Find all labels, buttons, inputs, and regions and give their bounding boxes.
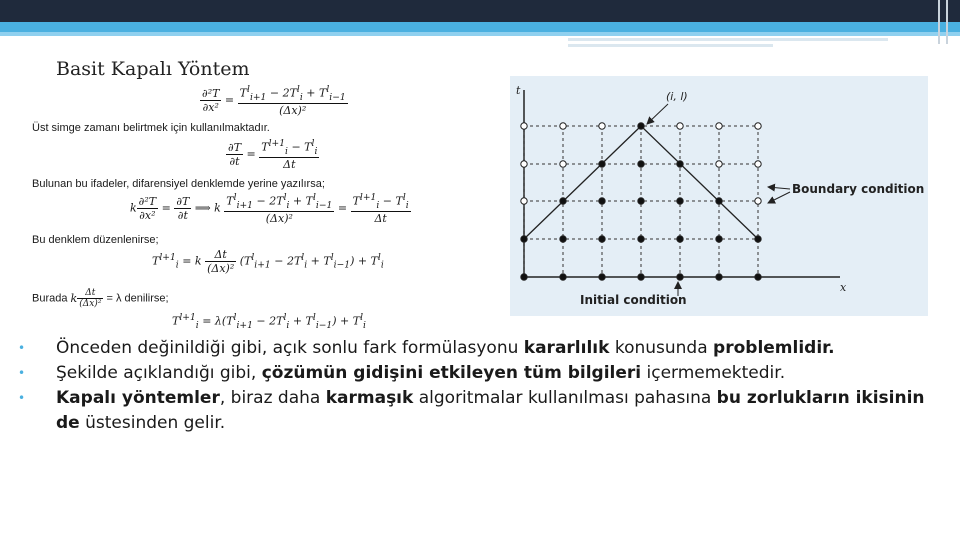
grid-node-filled <box>638 274 644 280</box>
bullet-1-bold-a: kararlılık <box>523 338 610 358</box>
grid-node-open <box>677 123 683 129</box>
node-label: (i, l) <box>666 90 688 103</box>
grid-node-open <box>755 123 761 129</box>
grid-node-filled <box>755 236 761 242</box>
grid-node-open <box>716 161 722 167</box>
bullet-3-bold-a: Kapalı yöntemler <box>56 388 220 408</box>
bullet-3-text-a: , biraz daha <box>219 388 326 408</box>
bullet-2-text-a: Şekilde açıklandığı gibi, <box>56 363 262 383</box>
equation-second-derivative: $\frac{\text{∂²T}}{\text{∂x²}}$ = $\frac{T^l_{i+1} - 2T^l_i + T^l_{i-1}}{\text{(Δx)²}}$ <box>202 84 346 117</box>
boundary-arrow-2 <box>768 192 790 203</box>
bullet-2 <box>18 361 948 386</box>
decorative-rule-short <box>568 44 773 47</box>
grid-node-filled <box>716 236 722 242</box>
grid-node-filled <box>560 236 566 242</box>
corner-decoration <box>938 0 948 44</box>
bullet-1-text-b: konusunda <box>609 338 714 358</box>
grid-node-filled <box>638 236 644 242</box>
bullet-3-text-c: üstesinden gelir. <box>79 413 226 433</box>
lambda-fraction: k $\frac{\Delta t}{\text{(Δx)²}}$ <box>70 288 102 309</box>
accent-band-light <box>0 32 960 36</box>
x-axis-label: x <box>840 281 847 294</box>
equation-substituted: k $\frac{\text{∂²T}}{\text{∂x²}}$ = $\frac{\partial T}{\partial t}$ ⟹ k $\frac{T^l_{i+1} - 2T^l_i + T^l_{i-1}}{\text{(Δx)²}}$ = $\frac{T^{l+1}_i - T^l_i}{\Delta t}$ <box>130 192 409 225</box>
grid-node-filled <box>716 274 722 280</box>
grid-node-filled <box>521 236 527 242</box>
grid-node-filled <box>677 274 683 280</box>
grid-node-open <box>599 123 605 129</box>
grid-node-filled <box>638 123 644 129</box>
lambda-prefix: Burada <box>32 292 68 305</box>
derivation-block <box>32 82 472 334</box>
node-arrow <box>647 104 668 124</box>
grid-node-filled <box>599 161 605 167</box>
initial-label: Initial condition <box>580 293 687 307</box>
triangle-edge <box>524 126 641 239</box>
grid-node-open <box>521 161 527 167</box>
boundary-label: Boundary condition <box>792 182 925 196</box>
bullet-2-text-b: içermemektedir. <box>641 363 786 383</box>
grid-node-filled <box>716 198 722 204</box>
grid-node-filled <box>677 198 683 204</box>
text-lambda-note <box>32 288 169 309</box>
grid-diagram <box>510 76 928 316</box>
grid-node-filled <box>638 198 644 204</box>
grid-node-filled <box>599 198 605 204</box>
bullet-3-bold-b: karmaşık <box>325 388 414 408</box>
bullet-1-bold-b: problemlidir. <box>713 338 835 358</box>
grid-node-open <box>755 198 761 204</box>
stencil-figure <box>510 76 928 316</box>
bullet-marker: • <box>18 391 26 405</box>
grid-node-filled <box>677 236 683 242</box>
bullet-1-text-a: Önceden değinildiği gibi, açık sonlu fark formülasyonu <box>56 338 524 358</box>
t-axis-label: t <box>516 84 521 97</box>
text-substitute-note: Bulunan bu ifadeler, difarensiyel denklemde yerine yazılırsa; <box>32 178 325 190</box>
grid-node-open <box>560 123 566 129</box>
bullet-marker: • <box>18 366 26 380</box>
boundary-arrow-1 <box>768 187 790 189</box>
bullet-3 <box>18 386 948 436</box>
grid-node-open <box>521 123 527 129</box>
grid-node-filled <box>521 274 527 280</box>
bullet-1 <box>18 336 948 361</box>
grid-node-open <box>716 123 722 129</box>
grid-node-filled <box>638 161 644 167</box>
grid-node-filled <box>677 161 683 167</box>
bullet-list <box>18 336 948 436</box>
equation-time-derivative: $\frac{\partial T}{\partial t}$ = $\frac{T^{l+1}_i - T^l_i}{\Delta t}$ <box>228 138 318 171</box>
bullet-marker: • <box>18 341 26 355</box>
grid-node-filled <box>599 274 605 280</box>
equation-rearranged: $T^{l+1}_i = k$ $\frac{\Delta t}{\text{(Δx)²}}$ $(T^l_{i+1} - 2T^l_i + T^l_{i-1}) + T^l_i$ <box>152 248 384 275</box>
text-rearrange-note: Bu denklem düzenlenirse; <box>32 234 159 246</box>
grid-node-filled <box>560 274 566 280</box>
bullet-3-bold-c: bu zorlukların ikisinin de <box>56 388 925 433</box>
accent-band <box>0 22 960 32</box>
lambda-suffix: = λ denilirse; <box>106 292 169 305</box>
grid-node-filled <box>560 198 566 204</box>
grid-node-open <box>755 161 761 167</box>
text-superscript-note: Üst simge zamanı belirtmek için kullanılmaktadır. <box>32 122 270 134</box>
equation-lambda-form: $T^{l+1}_i = \lambda(T^l_{i+1} - 2T^l_i + T^l_{i-1}) + T^l_i$ <box>172 312 366 331</box>
grid-node-filled <box>599 236 605 242</box>
triangle-edge <box>641 126 758 239</box>
decorative-rule <box>568 38 888 41</box>
bullet-3-text-b: algoritmalar kullanılması pahasına <box>413 388 717 408</box>
top-bar <box>0 0 960 22</box>
grid-node-filled <box>755 274 761 280</box>
slide-title: Basit Kapalı Yöntem <box>56 58 250 80</box>
grid-node-open <box>521 198 527 204</box>
grid-node-open <box>560 161 566 167</box>
bullet-2-bold-a: çözümün gidişini etkileyen tüm bilgileri <box>261 363 642 383</box>
